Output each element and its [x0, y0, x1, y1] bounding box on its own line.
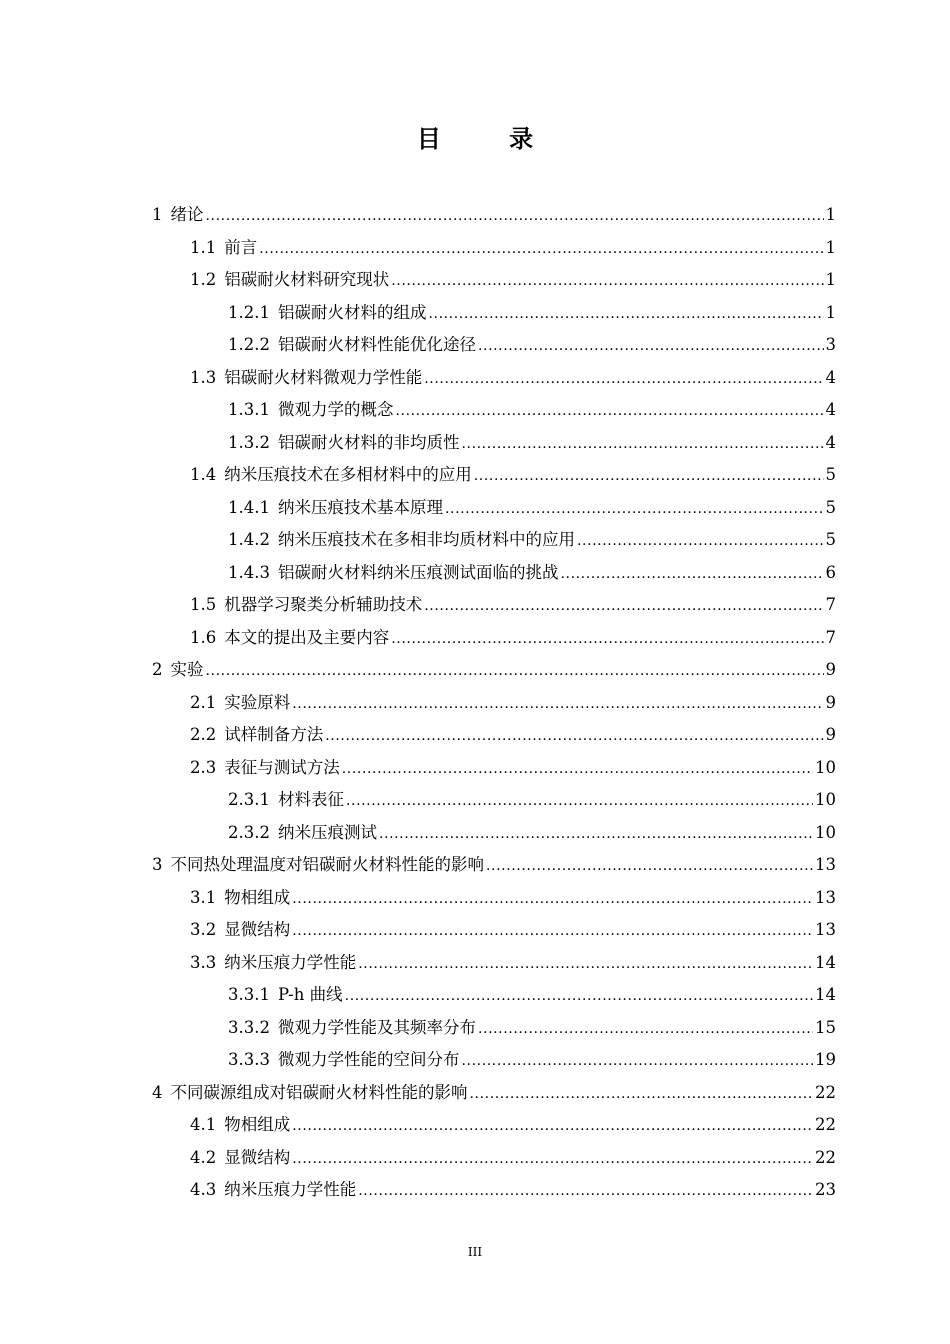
toc-entry[interactable]	[0, 557, 950, 590]
toc-entry-page: 22	[815, 1115, 836, 1134]
toc-entry[interactable]	[0, 1012, 950, 1045]
toc-dot-leader	[461, 427, 823, 460]
toc-entry-page: 7	[825, 595, 836, 614]
toc-entry[interactable]	[0, 1142, 950, 1175]
toc-entry-page: 7	[825, 627, 836, 647]
toc-entry-number: 2.1	[190, 692, 217, 712]
toc-entry-page: 1	[825, 237, 836, 257]
toc-entry[interactable]	[0, 329, 950, 362]
toc-entry-title: 实验	[170, 660, 204, 679]
toc-entry[interactable]	[0, 297, 950, 330]
toc-entry[interactable]	[0, 914, 950, 947]
toc-entry-page: 14	[815, 952, 836, 972]
toc-entry-number: 3.3	[190, 952, 217, 972]
toc-dot-leader	[292, 687, 823, 720]
toc-entry[interactable]	[0, 394, 950, 427]
toc-entry-title: 物相组成	[224, 1115, 291, 1134]
toc-entry-number: 2	[152, 660, 163, 679]
toc-dot-leader	[358, 947, 813, 980]
toc-entry-title: 铝碳耐火材料纳米压痕测试面临的挑战	[277, 562, 559, 582]
toc-dot-leader	[345, 979, 813, 1012]
toc-entry-number: 3	[152, 855, 163, 874]
toc-dot-leader	[292, 914, 813, 947]
toc-entry-page: 5	[825, 465, 836, 484]
toc-entry-title: 铝碳耐火材料的组成	[277, 302, 427, 322]
toc-entry-title: 铝碳耐火材料的非均质性	[277, 432, 460, 452]
toc-dot-leader	[259, 232, 823, 265]
toc-entry-title: 显微结构	[224, 1147, 291, 1167]
toc-entry-page: 6	[825, 562, 836, 582]
toc-entry-page: 9	[825, 660, 836, 679]
toc-entry-title: 纳米压痕力学性能	[224, 1180, 357, 1199]
toc-dot-leader	[292, 882, 813, 915]
toc-entry-page: 10	[815, 822, 836, 842]
toc-entry[interactable]	[0, 459, 950, 492]
toc-entry-number: 1.2	[190, 270, 217, 289]
page-title: 目 录	[416, 124, 564, 153]
toc-dot-leader	[325, 719, 823, 752]
toc-entry[interactable]	[0, 687, 950, 720]
toc-dot-leader	[292, 1109, 813, 1142]
toc-entry-number: 1.3	[190, 367, 217, 387]
toc-dot-leader	[342, 752, 813, 785]
toc-entry-title: 微观力学的概念	[277, 400, 394, 419]
toc-entry[interactable]	[0, 492, 950, 525]
table-of-contents	[0, 199, 950, 1207]
toc-entry-page: 3	[825, 335, 836, 354]
toc-entry-number: 1.3.1	[228, 400, 270, 419]
toc-entry-page: 9	[825, 725, 836, 744]
toc-entry-page: 22	[815, 1082, 836, 1102]
toc-entry-page: 4	[825, 400, 836, 419]
toc-dot-leader	[395, 394, 823, 427]
toc-dot-leader	[424, 362, 823, 395]
toc-entry[interactable]	[0, 232, 950, 265]
toc-dot-leader	[346, 784, 813, 817]
toc-dot-leader	[379, 817, 813, 850]
toc-entry-number: 2.3.2	[228, 822, 270, 842]
toc-dot-leader	[461, 1044, 813, 1077]
toc-entry-number: 1.4.3	[228, 562, 270, 582]
toc-dot-leader	[358, 1174, 813, 1207]
toc-entry-title: 纳米压痕技术基本原理	[277, 497, 443, 517]
toc-dot-leader	[391, 264, 823, 297]
toc-dot-leader	[560, 557, 823, 590]
toc-entry-number: 1.3.2	[228, 432, 270, 452]
toc-entry-page: 14	[815, 985, 836, 1004]
toc-entry-title: 材料表征	[277, 790, 344, 809]
toc-dot-leader	[292, 1142, 813, 1175]
toc-entry-number: 1.4.2	[228, 530, 270, 549]
toc-entry-title: 纳米压痕测试	[277, 822, 377, 842]
toc-entry-title: 前言	[224, 237, 258, 257]
toc-dot-leader	[478, 1012, 813, 1045]
toc-entry-page: 10	[815, 790, 836, 809]
toc-entry-number: 4	[152, 1082, 163, 1102]
toc-entry-title: 铝碳耐火材料微观力学性能	[224, 367, 423, 387]
toc-entry[interactable]	[0, 817, 950, 850]
toc-entry-title: 铝碳耐火材料性能优化途径	[277, 335, 476, 354]
toc-entry-page: 10	[815, 757, 836, 777]
toc-entry-number: 1	[152, 205, 163, 224]
toc-entry[interactable]	[0, 719, 950, 752]
toc-entry-title: 绪论	[170, 205, 204, 224]
toc-entry-title: 微观力学性能及其频率分布	[277, 1017, 476, 1037]
toc-entry[interactable]	[0, 524, 950, 557]
toc-entry-page: 1	[825, 205, 836, 224]
toc-entry-number: 4.3	[190, 1180, 217, 1199]
toc-entry[interactable]	[0, 427, 950, 460]
toc-entry[interactable]	[0, 654, 950, 687]
toc-entry-page: 13	[815, 920, 836, 939]
toc-dot-leader	[470, 1077, 814, 1110]
toc-entry[interactable]	[0, 947, 950, 980]
toc-entry-title: P-h 曲线	[277, 985, 343, 1004]
toc-entry-number: 1.4.1	[228, 497, 270, 517]
toc-entry[interactable]	[0, 589, 950, 622]
toc-entry-page: 19	[815, 1050, 836, 1069]
toc-entry-title: 本文的提出及主要内容	[224, 627, 390, 647]
toc-entry[interactable]	[0, 849, 950, 882]
toc-entry-title: 纳米压痕力学性能	[224, 952, 357, 972]
toc-entry-number: 1.2.2	[228, 335, 270, 354]
toc-dot-leader	[206, 654, 824, 687]
toc-entry[interactable]	[0, 882, 950, 915]
toc-entry[interactable]	[0, 1077, 950, 1110]
toc-dot-leader	[428, 297, 823, 330]
toc-entry-page: 13	[815, 855, 836, 874]
toc-entry-title: 显微结构	[224, 920, 291, 939]
toc-entry-page: 5	[825, 497, 836, 517]
toc-entry-number: 1.6	[190, 627, 217, 647]
toc-entry-page: 1	[825, 270, 836, 289]
toc-entry-number: 1.4	[190, 465, 217, 484]
toc-entry-number: 4.2	[190, 1147, 217, 1167]
toc-entry-title: 纳米压痕技术在多相材料中的应用	[224, 465, 472, 484]
toc-entry-title: 试样制备方法	[224, 725, 324, 744]
toc-entry-number: 2.3	[190, 757, 217, 777]
toc-entry-number: 3.3.1	[228, 985, 270, 1004]
toc-dot-leader	[206, 199, 824, 232]
toc-dot-leader	[474, 459, 824, 492]
toc-entry-title: 物相组成	[224, 887, 291, 907]
toc-dot-leader	[577, 524, 824, 557]
toc-entry-number: 1.1	[190, 237, 217, 257]
toc-entry-number: 3.3.2	[228, 1017, 270, 1037]
toc-entry-page: 15	[815, 1017, 836, 1037]
toc-entry-title: 不同热处理温度对铝碳耐火材料性能的影响	[170, 855, 484, 874]
toc-entry-number: 3.3.3	[228, 1050, 270, 1069]
toc-entry-page: 22	[815, 1147, 836, 1167]
toc-entry[interactable]	[0, 362, 950, 395]
toc-entry-page: 9	[825, 692, 836, 712]
toc-entry-title: 机器学习聚类分析辅助技术	[224, 595, 423, 614]
toc-entry-page: 13	[815, 887, 836, 907]
toc-dot-leader	[391, 622, 823, 655]
toc-entry[interactable]	[0, 752, 950, 785]
toc-entry-title: 铝碳耐火材料研究现状	[224, 270, 390, 289]
page-number: III	[467, 1245, 483, 1259]
toc-entry-number: 3.2	[190, 920, 217, 939]
toc-entry[interactable]	[0, 199, 950, 232]
toc-entry-title: 纳米压痕技术在多相非均质材料中的应用	[277, 530, 575, 549]
toc-entry[interactable]	[0, 622, 950, 655]
toc-entry-title: 微观力学性能的空间分布	[277, 1050, 460, 1069]
toc-entry-number: 2.3.1	[228, 790, 270, 809]
toc-entry-title: 不同碳源组成对铝碳耐火材料性能的影响	[170, 1082, 468, 1102]
toc-entry-title: 表征与测试方法	[224, 757, 340, 777]
toc-entry-page: 23	[815, 1180, 836, 1199]
toc-dot-leader	[445, 492, 824, 525]
toc-dot-leader	[478, 329, 824, 362]
toc-entry[interactable]	[0, 1109, 950, 1142]
toc-entry[interactable]	[0, 1044, 950, 1077]
toc-dot-leader	[424, 589, 823, 622]
toc-entry-number: 2.2	[190, 725, 217, 744]
toc-dot-leader	[486, 849, 813, 882]
toc-entry-number: 3.1	[190, 887, 217, 907]
toc-entry-page: 5	[825, 530, 836, 549]
toc-entry[interactable]	[0, 1174, 950, 1207]
toc-entry-number: 4.1	[190, 1115, 217, 1134]
toc-entry-number: 1.2.1	[228, 302, 270, 322]
toc-entry-page: 1	[825, 302, 836, 322]
toc-entry-page: 4	[825, 432, 836, 452]
toc-entry-number: 1.5	[190, 595, 217, 614]
toc-entry-title: 实验原料	[224, 692, 291, 712]
toc-entry[interactable]	[0, 979, 950, 1012]
toc-entry[interactable]	[0, 264, 950, 297]
toc-entry-page: 4	[825, 367, 836, 387]
toc-entry[interactable]	[0, 784, 950, 817]
